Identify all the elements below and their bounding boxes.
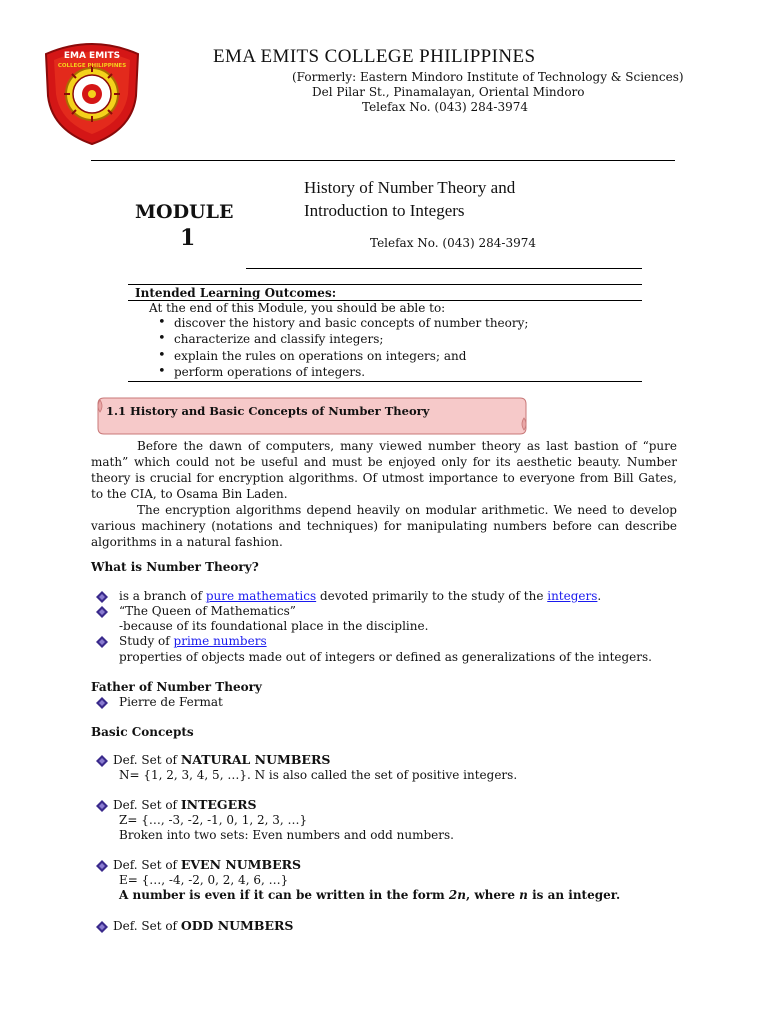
def-term: ODD NUMBERS — [180, 918, 294, 933]
module-number: 1 — [180, 225, 196, 251]
header-rule — [91, 160, 675, 161]
even-set: E= {…, -4, -2, 0, 2, 4, 6, …} — [119, 873, 289, 887]
module-rule — [246, 268, 642, 269]
module-telefax: Telefax No. (043) 284-3974 — [370, 236, 537, 250]
odd-def — [113, 918, 293, 933]
diamond-bullet-icon — [96, 921, 108, 933]
formerly-line: (Formerly: Eastern Mindoro Institute of Technology & Sciences) — [292, 70, 684, 84]
integers-link[interactable]: integers — [547, 589, 598, 603]
college-name: EMA EMITS COLLEGE PHILIPPINES — [213, 46, 536, 67]
properties-line: properties of objects made out of integers or defined as generalizations of the integers. — [119, 650, 652, 664]
bullet-text: devoted primarily to the study of the — [316, 589, 548, 603]
natural-set: N= {1, 2, 3, 4, 5, …}. N is also called the set of positive integers. — [119, 768, 518, 782]
def-prefix: Def. Set of — [113, 798, 181, 812]
college-logo — [40, 38, 144, 146]
even-rule — [119, 888, 620, 902]
father-heading: Father of Number Theory — [91, 680, 262, 694]
natural-def — [113, 752, 330, 767]
definition-bullet — [119, 589, 601, 603]
basic-concepts-heading: Basic Concepts — [91, 725, 194, 739]
def-term: NATURAL NUMBERS — [180, 752, 331, 767]
diamond-bullet-icon — [96, 755, 108, 767]
module-label: MODULE — [135, 201, 234, 223]
rule-math: 2n — [448, 888, 466, 902]
bullet-text: . — [597, 589, 602, 603]
rule-text: A number is even if it can be written in the form — [119, 888, 449, 902]
diamond-bullet-icon — [96, 606, 108, 618]
diamond-bullet-icon — [96, 591, 108, 603]
rule-text: is an integer. — [527, 888, 621, 902]
def-term: INTEGERS — [180, 797, 257, 812]
def-term: EVEN NUMBERS — [180, 857, 302, 872]
paragraph: The encryption algorithms depend heavily on modular arithmetic. We need to develop various machinery (notations and techniques) for manipulating numbers before can describe algorithms in a natural fashion. — [91, 503, 677, 549]
logo-text-top: EMA EMITS — [63, 51, 121, 61]
what-is-heading: What is Number Theory? — [91, 560, 259, 574]
ilo-heading: Intended Learning Outcomes: — [135, 286, 337, 300]
diamond-bullet-icon — [96, 860, 108, 872]
bullet-text: Study of — [119, 634, 174, 648]
ilo-item: • perform operations of integers. — [158, 365, 528, 381]
def-prefix: Def. Set of — [113, 858, 181, 872]
rule-text: , where — [465, 888, 520, 902]
prime-line — [119, 634, 267, 648]
paragraph: Before the dawn of computers, many viewed number theory as last bastion of “pure math” which could not be useful and must be enjoyed only for its aesthetic beauty. Number theory is crucial for encryption algorithms. Of utmost importance to everyone from Bill Gates, to the CIA, to Osama Bin Laden. — [91, 439, 677, 501]
ilo-item: • discover the history and basic concepts of number theory; — [158, 316, 528, 332]
diamond-bullet-icon — [96, 800, 108, 812]
rule-math: n — [519, 888, 528, 902]
address-line: Del Pilar St., Pinamalayan, Oriental Mindoro — [312, 85, 585, 99]
module-title-line2: Introduction to Integers — [304, 201, 465, 220]
intro-text — [91, 438, 677, 550]
ilo-item: • characterize and classify integers; — [158, 332, 528, 348]
ilo-item: • explain the rules on operations on integers; and — [158, 349, 528, 365]
module-title-line1: History of Number Theory and — [304, 178, 516, 197]
ilo-intro: At the end of this Module, you should be able to: — [149, 301, 446, 315]
prime-numbers-link[interactable]: prime numbers — [173, 634, 267, 648]
diamond-bullet-icon — [96, 636, 108, 648]
def-prefix: Def. Set of — [113, 919, 181, 933]
ilo-top-rule — [128, 284, 642, 285]
section-title: 1.1 History and Basic Concepts of Number Theory — [106, 404, 430, 418]
telefax-line: Telefax No. (043) 284-3974 — [362, 100, 529, 114]
father-name: Pierre de Fermat — [119, 695, 223, 709]
pure-mathematics-link[interactable]: pure mathematics — [205, 589, 317, 603]
ilo-bottom-rule — [128, 381, 642, 382]
def-prefix: Def. Set of — [113, 753, 181, 767]
queen-explanation: -because of its foundational place in the discipline. — [119, 619, 429, 633]
integers-def — [113, 797, 257, 812]
even-def — [113, 857, 301, 872]
ilo-list — [158, 316, 528, 381]
integers-set: Z= {…, -3, -2, -1, 0, 1, 2, 3, …} — [119, 813, 308, 827]
logo-text-sub: COLLEGE PHILIPPINES — [57, 63, 127, 69]
bullet-text: is a branch of — [119, 589, 206, 603]
queen-line: “The Queen of Mathematics” — [119, 604, 296, 618]
diamond-bullet-icon — [96, 697, 108, 709]
integers-note: Broken into two sets: Even numbers and odd numbers. — [119, 828, 454, 842]
